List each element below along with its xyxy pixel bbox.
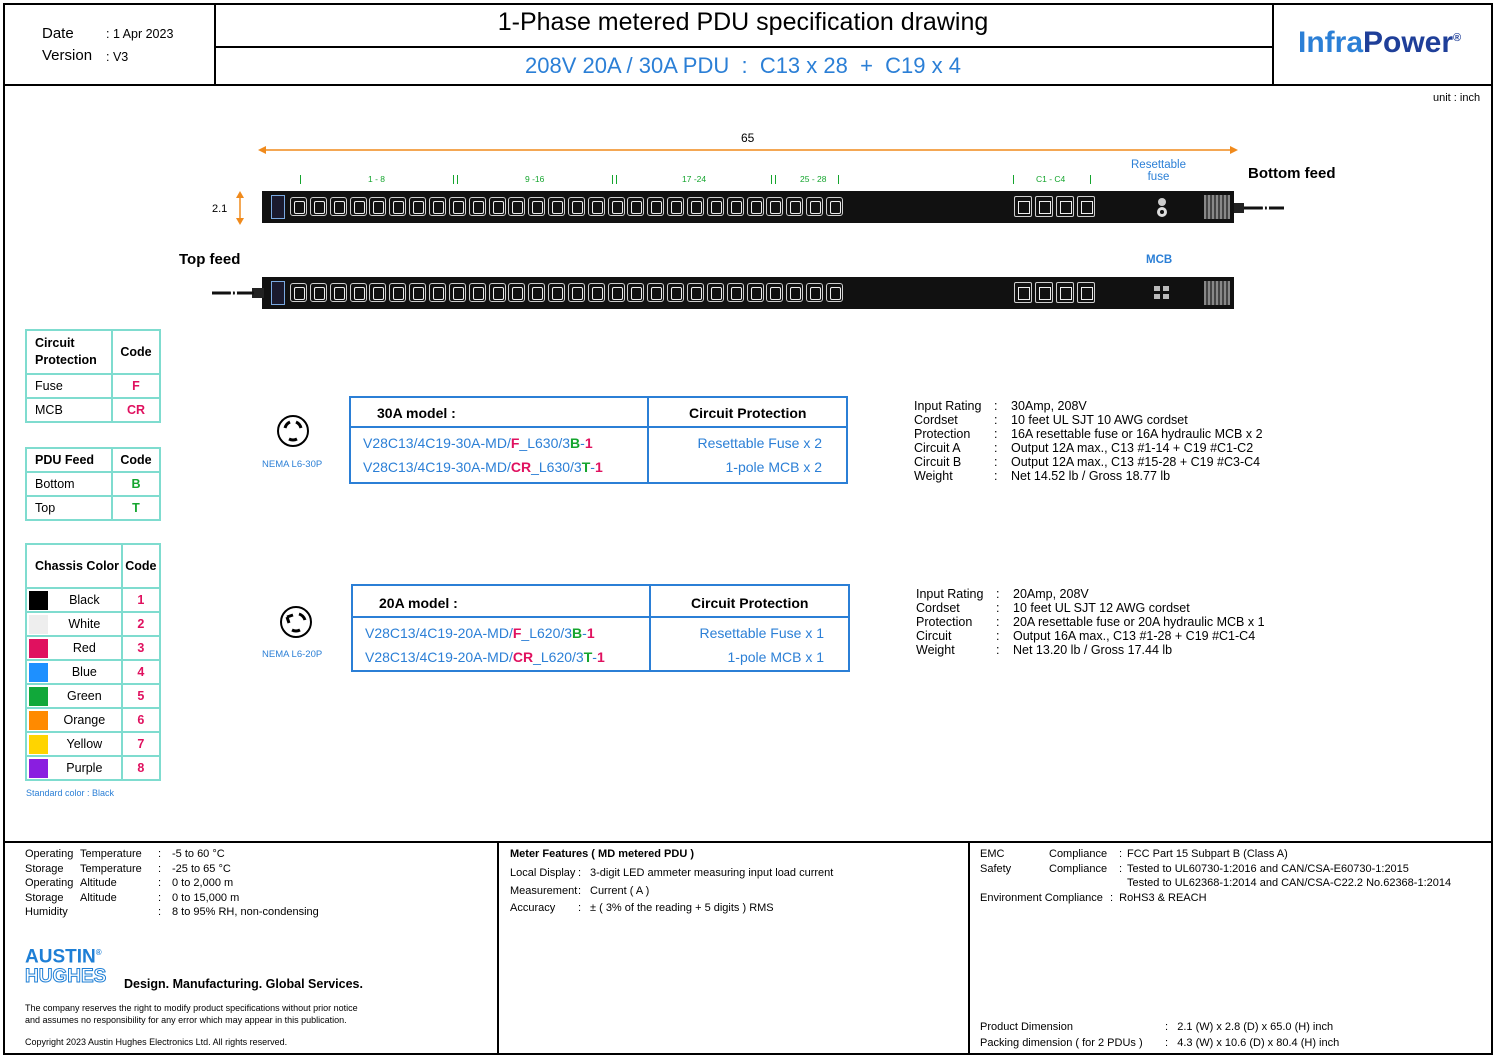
environment-specs — [25, 847, 319, 920]
product-dim-value: : 2.1 (W) x 2.8 (D) x 65.0 (H) inch — [1165, 1021, 1334, 1033]
unit-label: unit : inch — [1433, 92, 1481, 104]
spec-value: Net 13.20 lb / Gross 17.44 lb — [1013, 643, 1173, 657]
meter-features — [510, 865, 833, 918]
feed-bottom: Bottom — [26, 472, 112, 496]
spec-colon: : — [996, 587, 1000, 601]
spec-label: Protection — [916, 615, 973, 629]
group-label-17-24: 17 -24 — [682, 174, 707, 184]
spec-cell: : — [578, 884, 582, 897]
group-tick — [616, 175, 617, 184]
spec-cell: EMC — [980, 848, 1005, 860]
color-code: 4 — [122, 660, 160, 684]
spec-value: 16A resettable fuse or 16A hydraulic MCB x 2 — [1011, 427, 1263, 441]
c13-outlet — [826, 283, 843, 302]
vent-grille — [1204, 281, 1230, 305]
resettable-fuse-line1: Resettable — [1131, 159, 1186, 171]
color-row — [26, 660, 160, 684]
ah-logo-top: AUSTIN® — [25, 946, 102, 968]
c13-outlet — [528, 197, 545, 216]
spec-cell: Tested to UL62368-1:2014 and CAN/CSA-C22.2 No.62368-1:2014 — [1127, 877, 1452, 890]
color-swatch — [29, 759, 48, 778]
footer-divider-2 — [968, 841, 970, 1055]
c13-outlet — [667, 197, 684, 216]
c13-outlet — [647, 197, 664, 216]
resettable-fuse-label — [1131, 159, 1186, 183]
spec-value: 20Amp, 208V — [1013, 587, 1089, 601]
spec-line — [25, 876, 319, 891]
spec-colon: : — [996, 615, 1000, 629]
c19-outlet — [1056, 196, 1074, 217]
spec-cell: Temperature — [80, 848, 142, 860]
c13-outlet — [489, 197, 506, 216]
color-swatch — [29, 663, 48, 682]
color-name: Black — [48, 588, 122, 612]
c13-outlet — [449, 197, 466, 216]
mcb-label: MCB — [1146, 254, 1173, 266]
spec-cell: Altitude — [80, 891, 117, 904]
dimensions — [980, 1019, 1339, 1051]
circuit-mcb-code: CR — [112, 398, 160, 422]
c13-outlet — [429, 197, 446, 216]
group-label-c1-c4: C1 - C4 — [1036, 174, 1066, 184]
bottom-cord — [1234, 200, 1286, 216]
color-swatch — [29, 711, 48, 730]
color-row — [26, 756, 160, 780]
color-swatch-cell — [26, 708, 48, 732]
env-compliance-label: Environment Compliance — [980, 892, 1103, 904]
color-swatch — [29, 615, 48, 634]
color-code: 6 — [122, 708, 160, 732]
color-name: Orange — [48, 708, 122, 732]
spec-value: Output 16A max., C13 #1-28 + C19 #C1-C4 — [1013, 629, 1256, 643]
spec-colon: : — [996, 629, 1000, 643]
height-dimension: 2.1 — [212, 203, 228, 215]
c13-outlet — [310, 197, 327, 216]
c19-outlet — [1056, 282, 1074, 303]
c19-outlet — [1014, 196, 1032, 217]
color-code: 8 — [122, 756, 160, 780]
footer-divider-1 — [497, 841, 499, 1055]
c13-outlet — [608, 283, 625, 302]
c13-outlet — [568, 197, 585, 216]
group-tick — [453, 175, 454, 184]
color-name: Yellow — [48, 732, 122, 756]
top-cord — [212, 285, 264, 301]
color-name: Red — [48, 636, 122, 660]
env-compliance — [980, 891, 1207, 906]
color-swatch-cell — [26, 732, 48, 756]
c13-outlet — [588, 197, 605, 216]
version-value: : V3 — [106, 50, 129, 64]
spec-cell: : — [158, 891, 162, 904]
spec-colon: : — [994, 399, 998, 413]
c13-outlet — [747, 197, 764, 216]
mcb-breakers-icon — [1146, 283, 1176, 303]
spec-value: 10 feet UL SJT 10 AWG cordset — [1011, 413, 1188, 427]
c13-outlet — [350, 197, 367, 216]
packing-dim-label: Packing dimension ( for 2 PDUs ) — [980, 1037, 1143, 1049]
infrapower-logo — [1298, 26, 1461, 60]
pdu-feed-table — [25, 447, 161, 521]
c13-outlet — [409, 283, 426, 302]
c13-outlet — [429, 283, 446, 302]
model-20a-title: 20A model : — [379, 595, 458, 611]
color-swatch — [29, 591, 48, 610]
c13-outlet — [707, 197, 724, 216]
spec-cell: Measurement — [510, 884, 578, 897]
c13-outlet — [290, 283, 307, 302]
page-title: 1-Phase metered PDU specification drawing — [497, 8, 989, 36]
c13-outlet — [369, 197, 386, 216]
spec-cell: : — [158, 877, 162, 890]
disclaimer-line1: The company reserves the right to modify product specifications without prior notice — [25, 1003, 358, 1013]
spec-label: Weight — [914, 469, 953, 483]
color-swatch-cell — [26, 684, 48, 708]
c13-outlet — [528, 283, 545, 302]
c13-outlet — [409, 197, 426, 216]
nema-l6-20p-icon — [279, 605, 313, 639]
nema-l6-20p-label: NEMA L6-20P — [262, 649, 323, 660]
c13-outlet — [330, 283, 347, 302]
c19-outlet — [1077, 282, 1095, 303]
spec-cell: -5 to 60 °C — [172, 848, 225, 860]
spec-line — [25, 847, 319, 862]
bottom-feed-label: Bottom feed — [1248, 165, 1336, 182]
resettable-fuse-icon — [1146, 197, 1176, 217]
c13-outlet — [826, 197, 843, 216]
length-dimension: 65 — [741, 131, 755, 145]
spec-label: Cordset — [914, 413, 958, 427]
spec-line — [980, 847, 1451, 862]
header-divider-right — [1272, 3, 1274, 85]
spec-cell: Accuracy — [510, 902, 556, 914]
disclaimer-line2: and assumes no responsibility for any error which may appear in this publication. — [25, 1015, 347, 1025]
spec-value: 30Amp, 208V — [1011, 399, 1087, 413]
group-tick — [612, 175, 613, 184]
group-tick — [775, 175, 776, 184]
color-row — [26, 636, 160, 660]
pdu-bottom-feed-drawing — [262, 191, 1234, 223]
c13-outlet — [707, 283, 724, 302]
color-row — [26, 732, 160, 756]
spec-label: Input Rating — [914, 399, 982, 413]
chassis-color-table — [25, 543, 161, 781]
spec-cell: 3-digit LED ammeter measuring input load current — [590, 867, 834, 879]
c13-outlet — [608, 197, 625, 216]
pdu-top-feed-drawing — [262, 277, 1234, 309]
disclaimer — [25, 1002, 358, 1026]
ammeter-display — [271, 281, 285, 305]
c13-outlet — [389, 283, 406, 302]
model-20a-part-fuse: V28C13/4C19-20A-MD/F_L620/3B-1 — [365, 625, 595, 641]
packing-dim-value: : 4.3 (W) x 10.6 (D) x 80.4 (H) inch — [1165, 1037, 1340, 1049]
group-label-1-8: 1 - 8 — [368, 174, 386, 184]
model-20a-cp-header: Circuit Protection — [691, 595, 809, 611]
model-20a-cp-fuse: Resettable Fuse x 1 — [699, 625, 824, 641]
c19-outlet — [1035, 282, 1053, 303]
product-dim-label: Product Dimension — [980, 1021, 1073, 1033]
spec-line — [25, 891, 319, 906]
spec-colon: : — [994, 441, 998, 455]
c13-outlet — [389, 197, 406, 216]
spec-cell: Safety — [980, 862, 1012, 875]
copyright: Copyright 2023 Austin Hughes Electronics Ltd. All rights reserved. — [25, 1037, 288, 1047]
color-swatch-cell — [26, 636, 48, 660]
compliance-specs — [980, 847, 1451, 891]
date-label: Date — [42, 25, 74, 42]
c19-outlet — [1035, 196, 1053, 217]
color-row — [26, 612, 160, 636]
standard-color-note: Standard color : Black — [26, 788, 115, 798]
c13-outlet — [647, 283, 664, 302]
model-20a-cp-mcb: 1-pole MCB x 1 — [727, 649, 824, 665]
spec-line — [510, 900, 833, 918]
color-code-header: Code — [122, 544, 160, 588]
logo-reg: ® — [1453, 32, 1462, 44]
model-30a-part-mcb: V28C13/4C19-30A-MD/CR_L630/3T-1 — [363, 459, 603, 475]
length-arrow — [258, 143, 1238, 157]
color-swatch — [29, 687, 48, 706]
c13-outlet — [687, 197, 704, 216]
spec-cell: 0 to 2,000 m — [172, 877, 234, 890]
spec-label: Circuit — [916, 629, 952, 643]
spec-cell: Operating — [25, 848, 74, 860]
spec-line — [25, 905, 319, 920]
top-feed-label: Top feed — [179, 251, 241, 268]
spec-cell: : — [158, 906, 162, 919]
austin-hughes-logo — [25, 943, 106, 987]
c13-outlet — [310, 283, 327, 302]
model-30a-cp-mcb: 1-pole MCB x 2 — [725, 459, 822, 475]
group-tick — [771, 175, 772, 184]
spec-cell: Tested to UL60730-1:2016 and CAN/CSA-E60730-1:2015 — [1127, 862, 1409, 875]
c13-outlet — [449, 283, 466, 302]
group-tick — [1090, 175, 1091, 184]
spec-label: Cordset — [916, 601, 960, 615]
c13-outlet — [469, 283, 486, 302]
height-arrow — [233, 191, 247, 225]
spec-cell: : — [1119, 848, 1123, 860]
env-compliance-value: : RoHS3 & REACH — [1109, 892, 1207, 904]
c19-outlet — [1077, 196, 1095, 217]
spec-cell: Compliance — [1049, 862, 1108, 875]
c13-outlet — [290, 197, 307, 216]
spec-cell: 8 to 95% RH, non-condensing — [172, 906, 319, 919]
color-code: 7 — [122, 732, 160, 756]
spec-colon: : — [994, 455, 998, 469]
spec-label: Circuit A — [914, 441, 961, 455]
color-name: Green — [48, 684, 122, 708]
color-code: 2 — [122, 612, 160, 636]
c13-outlet — [330, 197, 347, 216]
spec-label: Weight — [916, 643, 955, 657]
color-row — [26, 588, 160, 612]
feed-top: Top — [26, 496, 112, 520]
header-bottom-line — [3, 84, 1493, 86]
color-swatch-cell — [26, 612, 48, 636]
spec-cell: Local Display — [510, 867, 576, 879]
spec-colon: : — [996, 643, 1000, 657]
logo-power: Power — [1363, 26, 1454, 59]
group-tick — [838, 175, 839, 184]
c13-outlet — [548, 197, 565, 216]
color-swatch — [29, 735, 48, 754]
c13-outlet — [727, 197, 744, 216]
spec-cell: Storage — [25, 891, 64, 904]
spec-value: 10 feet UL SJT 12 AWG cordset — [1013, 601, 1190, 615]
c19-outlet — [1014, 282, 1032, 303]
c13-outlet — [747, 283, 764, 302]
c13-outlet — [508, 197, 525, 216]
c13-outlet — [727, 283, 744, 302]
c13-outlet — [687, 283, 704, 302]
c13-outlet — [806, 283, 823, 302]
spec-cell: -25 to 65 °C — [172, 862, 231, 875]
c13-outlet — [766, 197, 783, 216]
group-tick — [457, 175, 458, 184]
color-code: 3 — [122, 636, 160, 660]
color-header: Chassis Color — [26, 544, 122, 588]
model-30a-cp-header: Circuit Protection — [689, 405, 807, 421]
spec-line — [980, 862, 1451, 877]
model-20a-table — [351, 584, 850, 672]
spec-cell: FCC Part 15 Subpart B (Class A) — [1127, 848, 1288, 860]
spec-cell: Humidity — [25, 906, 68, 919]
feed-header: PDU Feed — [26, 448, 112, 472]
color-name: White — [48, 612, 122, 636]
c13-outlet — [548, 283, 565, 302]
spec-line — [25, 862, 319, 877]
spec-line — [510, 883, 833, 901]
model-30a-title: 30A model : — [377, 405, 456, 421]
color-code: 1 — [122, 588, 160, 612]
spec-cell: Compliance — [1049, 848, 1108, 860]
spec-cell: Operating — [25, 877, 74, 890]
color-name: Purple — [48, 756, 122, 780]
model-30a-table — [349, 396, 848, 484]
c13-outlet — [350, 283, 367, 302]
spec-cell: : — [578, 902, 582, 914]
circuit-mcb: MCB — [26, 398, 112, 422]
spec-colon: : — [994, 427, 998, 441]
color-row — [26, 684, 160, 708]
feed-code-header: Code — [112, 448, 160, 472]
spec-line — [980, 876, 1451, 891]
c13-outlet — [766, 283, 783, 302]
c13-outlet — [786, 283, 803, 302]
spec-line — [510, 865, 833, 883]
model-20a-part-mcb: V28C13/4C19-20A-MD/CR_L620/3T-1 — [365, 649, 605, 665]
spec-label: Input Rating — [916, 587, 984, 601]
model-30a-cp-fuse: Resettable Fuse x 2 — [697, 435, 822, 451]
circuit-fuse-code: F — [112, 374, 160, 398]
color-swatch-cell — [26, 660, 48, 684]
color-swatch-cell — [26, 588, 48, 612]
spec-colon: : — [996, 601, 1000, 615]
spec-cell: : — [158, 862, 162, 875]
color-row — [26, 708, 160, 732]
c13-outlet — [489, 283, 506, 302]
c13-outlet — [568, 283, 585, 302]
spec-cell: Altitude — [80, 877, 117, 890]
spec-cell: Temperature — [80, 862, 142, 875]
spec-label: Circuit B — [914, 455, 962, 469]
date-value: : 1 Apr 2023 — [106, 27, 174, 41]
color-code: 5 — [122, 684, 160, 708]
meter-features-title: Meter Features ( MD metered PDU ) — [510, 848, 694, 860]
spec-value: Output 12A max., C13 #1-14 + C19 #C1-C2 — [1011, 441, 1254, 455]
c13-outlet — [508, 283, 525, 302]
c13-outlet — [667, 283, 684, 302]
spec-cell: ± ( 3% of the reading + 5 digits ) RMS — [590, 902, 774, 914]
group-tick — [1013, 175, 1014, 184]
circuit-code-header: Code — [112, 330, 160, 374]
group-label-9-16: 9 -16 — [525, 174, 545, 184]
header-title-divider — [214, 46, 1272, 48]
circuit-protection-table — [25, 329, 161, 423]
c13-outlet — [469, 197, 486, 216]
circuit-fuse: Fuse — [26, 374, 112, 398]
color-name: Blue — [48, 660, 122, 684]
nema-l6-30p-label: NEMA L6-30P — [262, 459, 323, 470]
spec-value: Output 12A max., C13 #15-28 + C19 #C3-C4 — [1011, 455, 1261, 469]
spec-cell: : — [578, 867, 582, 879]
page-subtitle: 208V 20A / 30A PDU : C13 x 28 + C19 x 4 — [525, 53, 961, 78]
spec-cell: Current ( A ) — [590, 884, 650, 897]
footer-top-line — [3, 841, 1493, 843]
group-label-25-28: 25 - 28 — [800, 174, 827, 184]
ah-logo-bottom: HUGHES — [25, 966, 107, 988]
c13-outlet — [806, 197, 823, 216]
c13-outlet — [627, 283, 644, 302]
vent-grille — [1204, 195, 1230, 219]
resettable-fuse-line2: fuse — [1147, 171, 1170, 183]
spec-colon: : — [994, 413, 998, 427]
version-label: Version — [42, 47, 93, 64]
ammeter-display — [271, 195, 285, 219]
spec-value: 20A resettable fuse or 20A hydraulic MCB x 1 — [1013, 615, 1265, 629]
color-swatch-cell — [26, 756, 48, 780]
tagline: Design. Manufacturing. Global Services. — [124, 977, 363, 991]
group-tick — [300, 175, 301, 184]
feed-top-code: T — [112, 496, 160, 520]
c13-outlet — [786, 197, 803, 216]
c13-outlet — [627, 197, 644, 216]
spec-value: Net 14.52 lb / Gross 18.77 lb — [1011, 469, 1171, 483]
c13-outlet — [588, 283, 605, 302]
color-swatch — [29, 639, 48, 658]
spec-cell: Storage — [25, 862, 64, 875]
nema-l6-30p-icon — [276, 414, 310, 448]
c13-outlet — [369, 283, 386, 302]
logo-infra: Infra — [1298, 26, 1364, 59]
spec-cell: : — [1119, 862, 1123, 875]
feed-bottom-code: B — [112, 472, 160, 496]
circuit-header: Circuit Protection — [26, 330, 112, 374]
spec-cell: : — [158, 848, 162, 860]
spec-colon: : — [994, 469, 998, 483]
model-30a-part-fuse: V28C13/4C19-30A-MD/F_L630/3B-1 — [363, 435, 593, 451]
spec-label: Protection — [914, 427, 971, 441]
spec-cell: 0 to 15,000 m — [172, 891, 240, 904]
